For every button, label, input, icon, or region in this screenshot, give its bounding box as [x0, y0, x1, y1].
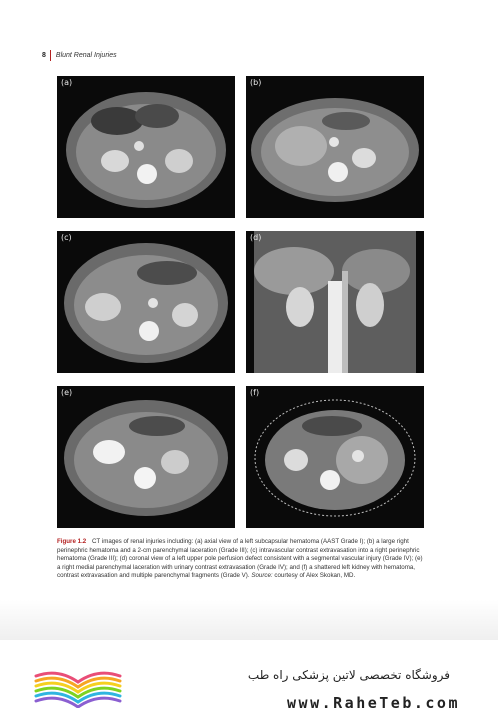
ct-panel-e: [57, 386, 235, 528]
panel-label-c: (c): [61, 233, 72, 242]
chapter-title: Blunt Renal Injuries: [55, 52, 117, 59]
ct-image-c: [57, 231, 235, 373]
source-label: Source:: [251, 572, 273, 580]
ct-panel-f: [246, 386, 424, 528]
caption-text: CT images of renal injuries including: (a) axial view of a left subcapsular hematoma (AAST Grade I); (b) a large right perinephric hematoma and a 2-cm parenchymal laceration (Grade III); (c) intravascular contrast extravasation into a right perinephric hematoma (Grade III); (d) coronal view of a left upper pole perfusion defect consistent with a segmental vascular injury (Grade IV); (e) a right medial parenchymal laceration with urinary contrast extravasation (Grade IV); and (f) a shattered left kidney with hematoma, contrast extravasation and multiple parenchymal fragments (Grade V).: [57, 538, 423, 580]
panel-label-e: (e): [61, 388, 73, 397]
page-number: 8: [42, 52, 46, 59]
panel-label-b: (b): [250, 78, 262, 87]
ct-image-a: [57, 76, 235, 218]
ct-image-b: [246, 76, 424, 218]
panel-label-f: (f): [250, 388, 260, 397]
panel-label-d: (d): [250, 233, 262, 242]
shop-name: فروشگاه تخصصی لاتین پزشکی راه طب: [247, 668, 450, 682]
source-text: courtesy of Alex Skokan, MD.: [274, 572, 356, 580]
panel-label-a: (a): [61, 78, 73, 87]
ct-panel-c: [57, 231, 235, 373]
ct-panel-b: [246, 76, 424, 218]
figure-caption: [57, 538, 427, 581]
figure-label: Figure 1.2: [57, 538, 87, 545]
ct-image-e: [57, 386, 235, 528]
header-divider: [50, 50, 51, 61]
ct-image-f: [246, 386, 424, 528]
ct-panel-a: [57, 76, 235, 218]
ct-image-d: [246, 231, 424, 373]
running-header: [42, 50, 117, 61]
open-book-logo-icon: [30, 664, 126, 708]
ct-panel-d: [246, 231, 424, 373]
shop-url-link[interactable]: www.RaheTeb.com: [287, 694, 460, 712]
